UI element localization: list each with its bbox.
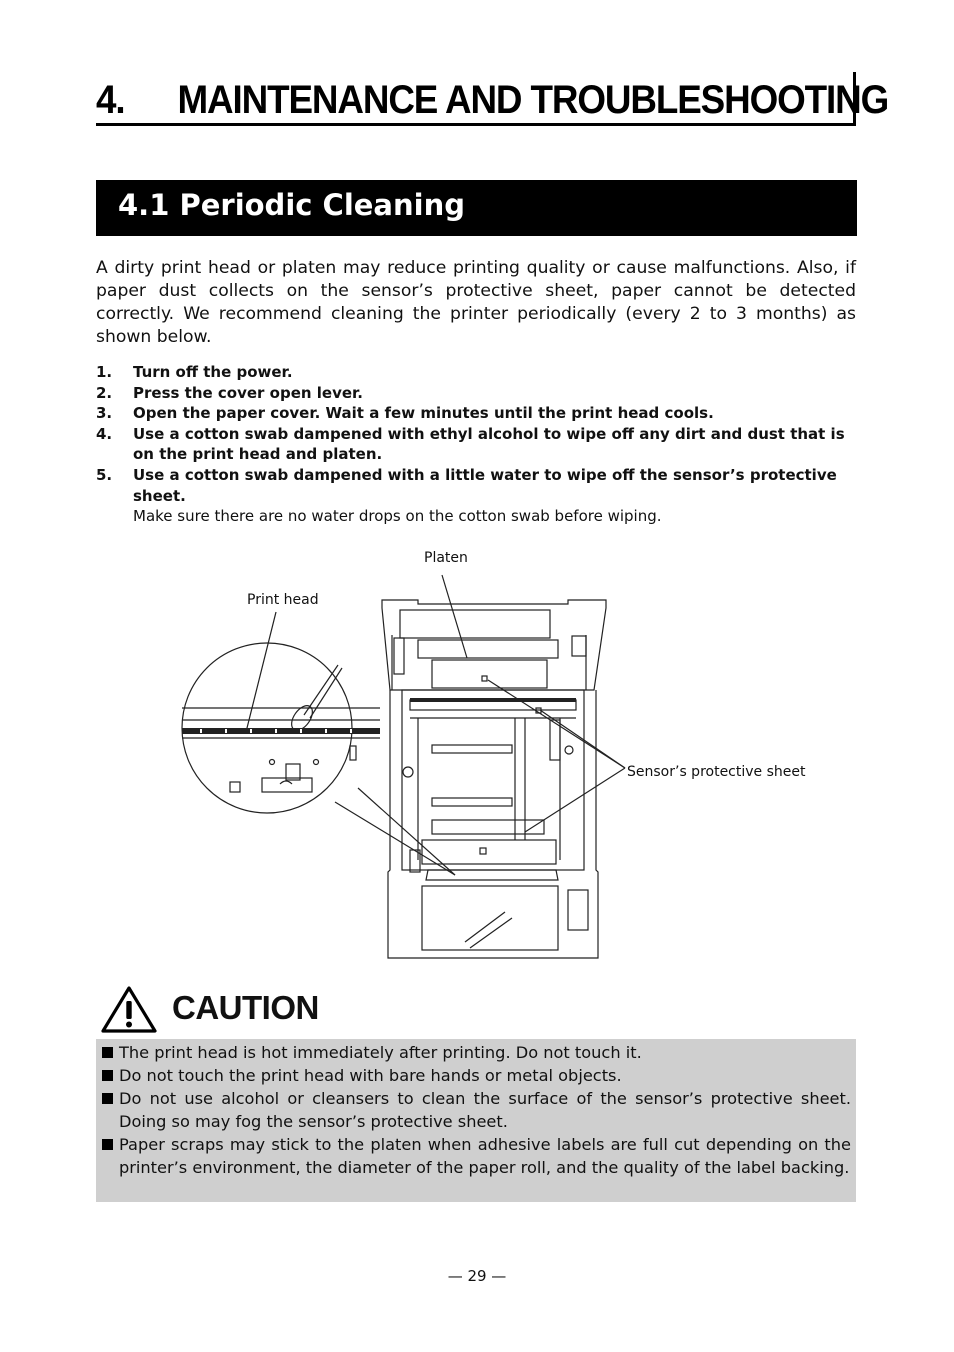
caution-heading (100, 985, 500, 1035)
caution-title: CAUTION (172, 989, 319, 1026)
caution-item (102, 1064, 851, 1087)
printer-cleaning-figure (170, 540, 850, 970)
step-number: 4. (96, 424, 113, 443)
print-head-label: Print head (247, 592, 319, 608)
step-text: Use a cotton swab dampened with ethyl alcohol to wipe off any dirt and dust that is on the print head and platen. (133, 424, 845, 464)
step-number: 2. (96, 383, 113, 402)
step-note: Make sure there are no water drops on the cotton swab before wiping. (133, 507, 662, 526)
step-text: Use a cotton swab dampened with a little water to wipe off the sensor’s protective sheet. (133, 465, 837, 505)
caution-text: The print head is hot immediately after printing. Do not touch it. (119, 1043, 642, 1062)
cleaning-steps (96, 362, 856, 527)
warning-triangle-icon (100, 985, 158, 1035)
caution-text: Do not touch the print head with bare hands or metal objects. (119, 1066, 622, 1085)
intro-paragraph: A dirty print head or platen may reduce printing quality or cause malfunctions. Also, if paper dust collects on the sensor’s protective sheet, paper cannot be detected correctly. We recommend cleaning the printer periodically (every 2 to 3 months) as shown below. (96, 258, 856, 347)
step-item (96, 424, 856, 465)
step-item (96, 465, 856, 527)
caution-list (102, 1041, 851, 1179)
step-item (96, 403, 856, 424)
square-bullet-icon (102, 1047, 113, 1058)
section-heading-bar (96, 180, 857, 236)
page-number: — 29 — (447, 1267, 507, 1285)
sensor-sheet-label: Sensor’s protective sheet (627, 764, 806, 780)
square-bullet-icon (102, 1070, 113, 1081)
caution-item (102, 1041, 851, 1064)
caution-item (102, 1087, 851, 1133)
step-item (96, 362, 856, 383)
square-bullet-icon (102, 1093, 113, 1104)
chapter-title-text: 4. MAINTENANCE AND TROUBLESHOOTING (96, 78, 889, 122)
step-number: 1. (96, 363, 113, 381)
chapter-title (96, 72, 889, 126)
step-number: 5. (96, 465, 113, 484)
step-text: Press the cover open lever. (133, 383, 363, 402)
caution-text: Do not use alcohol or cleansers to clean the surface of the sensor’s protective sheet. Doing so may fog the sensor’s protective sheet. (119, 1089, 851, 1131)
step-text: Turn off the power. (133, 363, 293, 381)
caution-box (96, 1039, 856, 1202)
step-text: Open the paper cover. Wait a few minutes until the print head cools. (133, 404, 714, 423)
square-bullet-icon (102, 1139, 113, 1150)
caution-item (102, 1133, 851, 1179)
caution-text: Paper scraps may stick to the platen when adhesive labels are full cut depending on the printer’s environment, the diameter of the paper roll, and the quality of the label backing. (119, 1135, 851, 1177)
step-item (96, 383, 856, 404)
section-title: 4.1 Periodic Cleaning (118, 188, 465, 222)
step-number: 3. (96, 404, 113, 423)
platen-label: Platen (424, 550, 468, 566)
